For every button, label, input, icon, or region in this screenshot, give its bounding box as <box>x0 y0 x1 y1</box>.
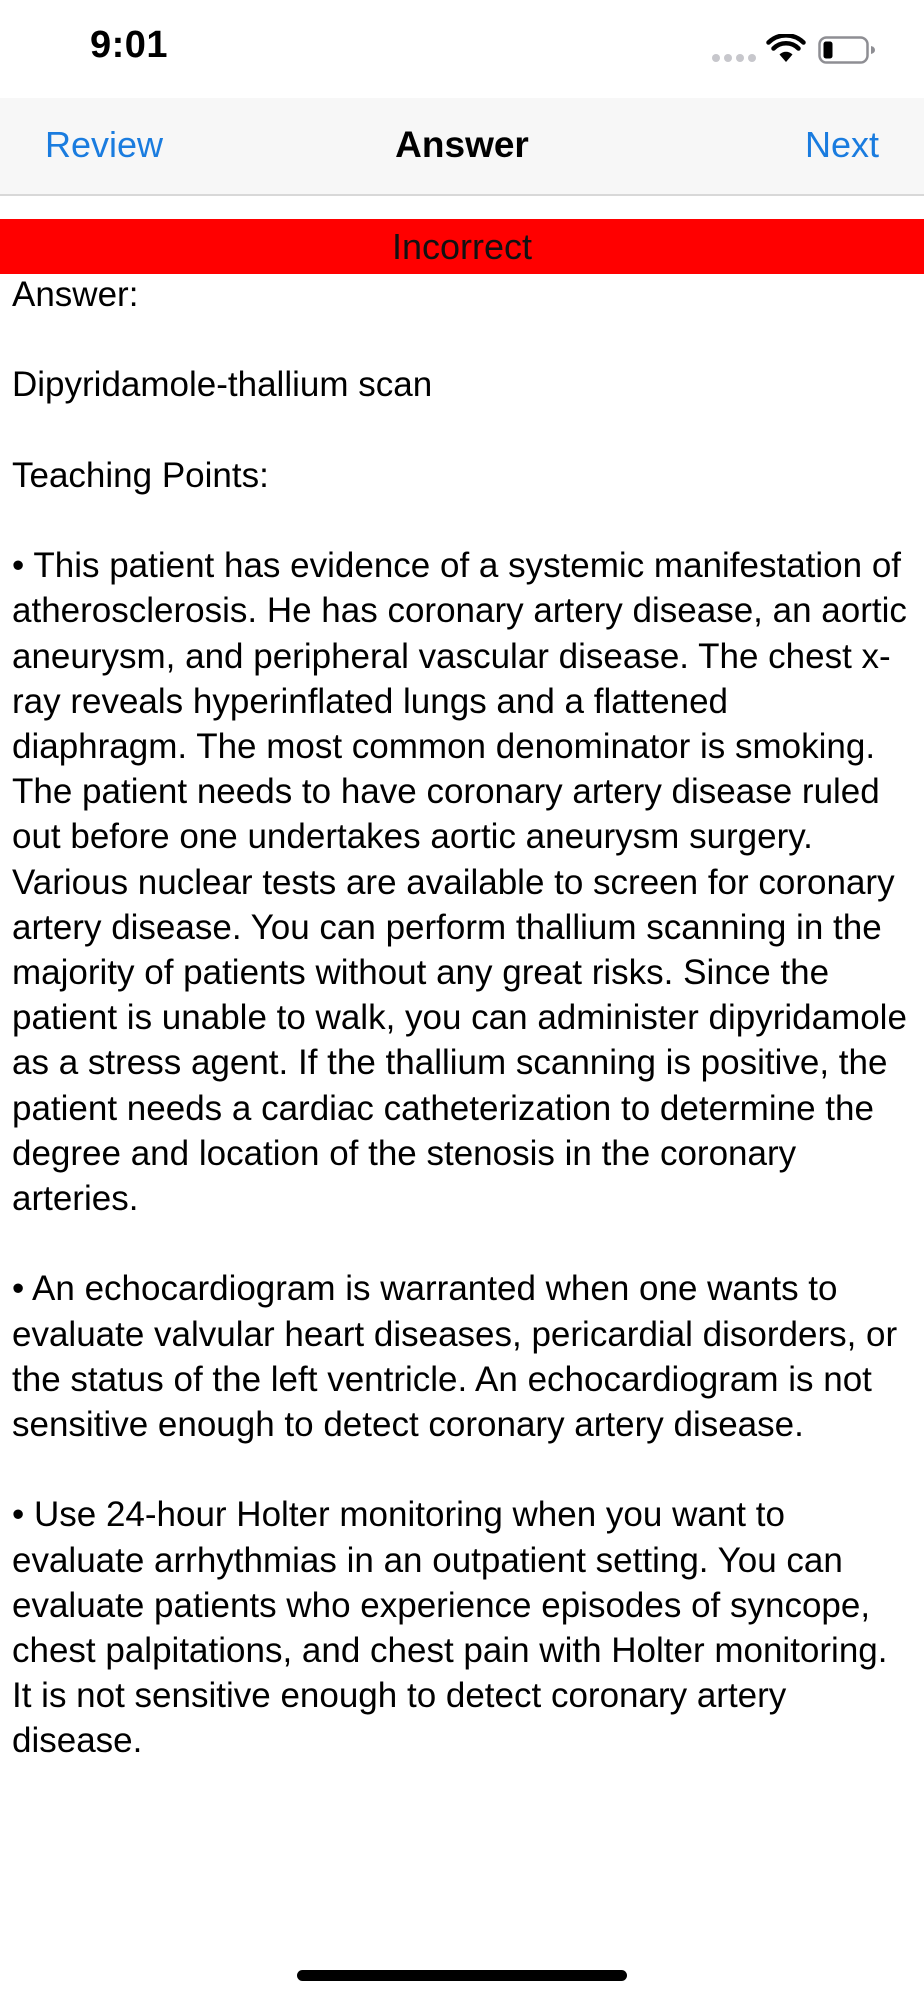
result-banner: Incorrect <box>0 219 924 274</box>
home-indicator[interactable] <box>297 1970 627 1981</box>
status-time: 9:01 <box>90 24 169 66</box>
teaching-point: • Use 24-hour Holter monitoring when you want to evaluate arrhythmias in an outpatient setting. You can evaluate patients who experience episodes of syncope, chest palpitations, and chest pain with Holter monitoring. It is not sensitive enough to detect coronary artery disease. <box>12 1495 888 1761</box>
review-button[interactable]: Review <box>45 124 164 165</box>
wifi-icon <box>766 34 806 64</box>
battery-icon <box>818 36 876 64</box>
answer-content[interactable] <box>12 272 912 1838</box>
teaching-point: • This patient has evidence of a systemic manifestation of atherosclerosis. He has coronary artery disease, an aortic aneurysm, and peripheral vascular disease. The chest x-ray reveals hyperinflated lungs and a flattened diaphragm. The most common denominator is smoking. The patient needs to have coronary artery disease ruled out before one undertakes aortic aneurysm surgery. Various nuclear tests are available to screen for coronary artery disease. You can perform thallium scanning in the majority of patients without any great risks. Since the patient is unable to walk, you can administer dipyridamole as a stress agent. If the thallium scanning is positive, the patient needs a cardiac catheterization to determine the degree and location of the stenosis in the coronary arteries. <box>12 546 907 1219</box>
signal-dots-icon <box>712 54 756 62</box>
page-title: Answer <box>395 124 529 165</box>
answer-heading: Answer: <box>12 275 139 314</box>
teaching-points-heading: Teaching Points: <box>12 455 269 495</box>
status-bar <box>0 0 924 98</box>
next-button[interactable]: Next <box>804 124 879 165</box>
teaching-point: • An echocardiogram is warranted when one wants to evaluate valvular heart diseases, pericardial disorders, or the status of the left ventricle. An echocardiogram is not sensitive enough to detect coronary artery disease. <box>12 1269 898 1445</box>
answer-text: Dipyridamole-thallium scan <box>12 365 433 405</box>
navigation-bar <box>0 98 924 196</box>
